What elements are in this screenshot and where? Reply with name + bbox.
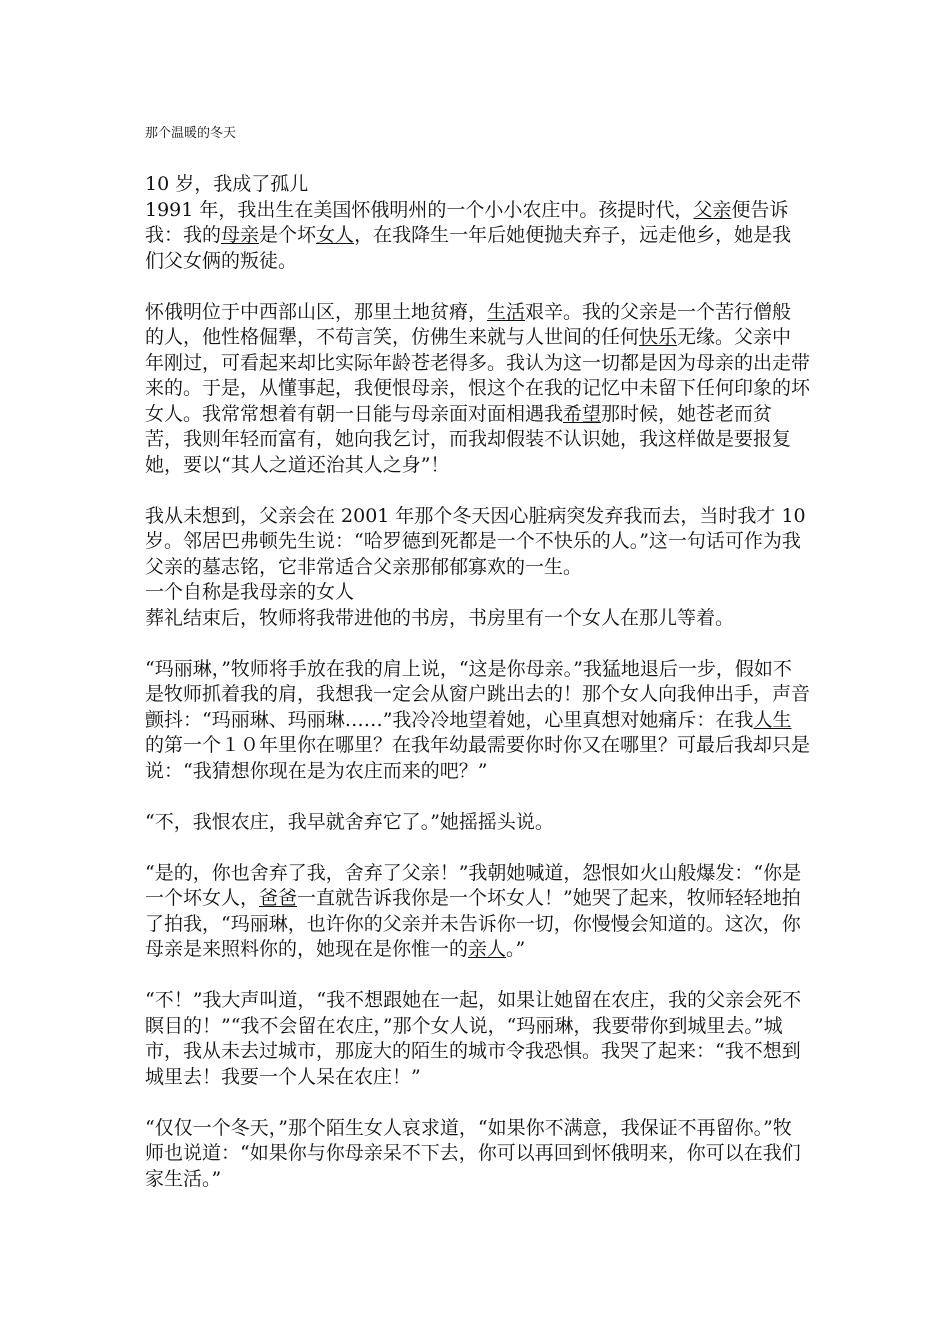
paragraph-9 — [145, 1116, 810, 1193]
paragraph-gap — [145, 835, 810, 861]
paragraph-1 — [145, 198, 810, 275]
inline-link[interactable]: 希望 — [563, 402, 602, 425]
section-heading-mother: 一个自称是我母亲的女人 — [145, 581, 355, 603]
text-run: 那时候，她苍老而贫苦，我则年轻而富有，她向我乞讨，而我却假装不认识她，我这样做是要报复她，要以“其人之道还治其人之身”！ — [145, 402, 792, 476]
paragraph-6 — [145, 810, 810, 836]
paragraph-gap — [145, 1090, 810, 1116]
text-run: 一直就告诉我你是一个坏女人！”她哭了起来，牧师轻轻地拍了拍我，“玛丽琳，也许你的父亲并未告诉你一切，你慢慢会知道的。这次，你母亲是来照料你的，她现在是你惟一的 — [145, 887, 801, 960]
paragraph-4 — [145, 606, 810, 632]
paragraph-2 — [145, 300, 810, 479]
inline-link[interactable]: 生活 — [487, 300, 526, 323]
paragraph-gap — [145, 274, 810, 300]
text-run: 的第一个１０年里你在哪里？在我年幼最需要你时你又在哪里？可最后我却只是说：“我猜想你现在是为农庄而来的吧？” — [145, 734, 811, 782]
text-run: ，在我降生一年后她便抛夫弃子，远走他乡，她是我们父女俩的叛徒。 — [145, 224, 792, 272]
inline-link[interactable]: 母亲 — [221, 224, 260, 246]
paragraph-gap — [145, 963, 810, 989]
text-run: 便告诉我：我的 — [145, 198, 789, 246]
inline-link[interactable]: 父亲 — [693, 198, 732, 221]
paragraph-8 — [145, 988, 810, 1090]
text-run: 1991 年，我出生在美国怀俄明州的一个小小农庄中。孩提时代， — [145, 198, 694, 221]
paragraph-5 — [145, 657, 810, 785]
text-run: 我从未想到，父亲会在 2001 年那个冬天因心脏病突发弃我而去，当时我才 10 岁。邻居巴弗顿先生说：“哈罗德到死都是一个不快乐的人。”这一句话可作为我父亲的墓志铭，它非常适合父亲那郁郁寡欢的一生。 — [145, 504, 806, 578]
text-run: 是个坏 — [259, 224, 317, 246]
inline-link[interactable]: 人生 — [753, 708, 792, 731]
text-run: 艰辛。我的父亲是一个苦行僧般的人，他性格倔犟，不苟言笑，仿佛生来就与人世间的任何 — [145, 300, 792, 348]
text-run: 。” — [506, 938, 526, 960]
document-page — [145, 124, 810, 1192]
inline-link[interactable]: 亲人 — [468, 938, 507, 960]
inline-link[interactable]: 女人 — [316, 224, 355, 246]
text-run: 无缘。父亲中年刚过，可看起来却比实际年龄苍老得多。我认为这一切都是因为母亲的出走带来的。于是，从懂事起，我便恨母亲，恨这个在我的记忆中未留下任何印象的坏女人。我常常想着有朝一日能与母亲面对面相遇我 — [145, 326, 811, 425]
text-run: “玛丽琳，”牧师将手放在我的肩上说，“这是你母亲。”我猛地退后一步，假如不是牧师抓着我的肩，我想我一定会从窗户跳出去的！那个女人向我伸出手，声音颤抖：“玛丽琳、玛丽琳……”我冷冷地望着她，心里真想对她痛斥：在我 — [145, 657, 811, 731]
text-run: 葬礼结束后，牧师将我带进他的书房，书房里有一个女人在那儿等着。 — [145, 606, 735, 629]
text-run: 怀俄明位于中西部山区，那里土地贫瘠， — [145, 300, 488, 323]
paragraph-7 — [145, 861, 810, 963]
text-run: “仅仅一个冬天，”那个陌生女人哀求道，“如果你不满意，我保证不再留你。”牧师也说道：“如果你与你母亲呆不下去，你可以再回到怀俄明来，你可以在我们家生活。” — [145, 1116, 801, 1190]
text-run: “是的，你也舍弃了我，舍弃了父亲！”我朝她喊道，怨恨如火山般爆发：“你是一个坏女人， — [145, 861, 802, 909]
inline-link[interactable]: 爸爸 — [259, 887, 298, 909]
paragraph-gap — [145, 478, 810, 504]
text-run: “不！”我大声叫道，“我不想跟她在一起，如果让她留在农庄，我的父亲会死不瞑目的！”“我不会留在农庄，”那个女人说，“玛丽琳，我要带你到城里去。”城市，我从未去过城市，那庞大的陌生的城市令我恐惧。我哭了起来：“我不想到城里去！我要一个人呆在农庄！” — [145, 989, 802, 1088]
paragraph-gap — [145, 631, 810, 657]
document-title: 那个温暖的冬天 — [145, 126, 237, 141]
text-run: “不，我恨农庄，我早就舍弃它了。”她摇摇头说。 — [145, 810, 554, 833]
paragraph-gap — [145, 784, 810, 810]
paragraph-3 — [145, 504, 810, 581]
inline-link[interactable]: 快乐 — [639, 326, 678, 348]
section-heading-orphan: 10 岁，我成了孤儿 — [145, 173, 309, 195]
